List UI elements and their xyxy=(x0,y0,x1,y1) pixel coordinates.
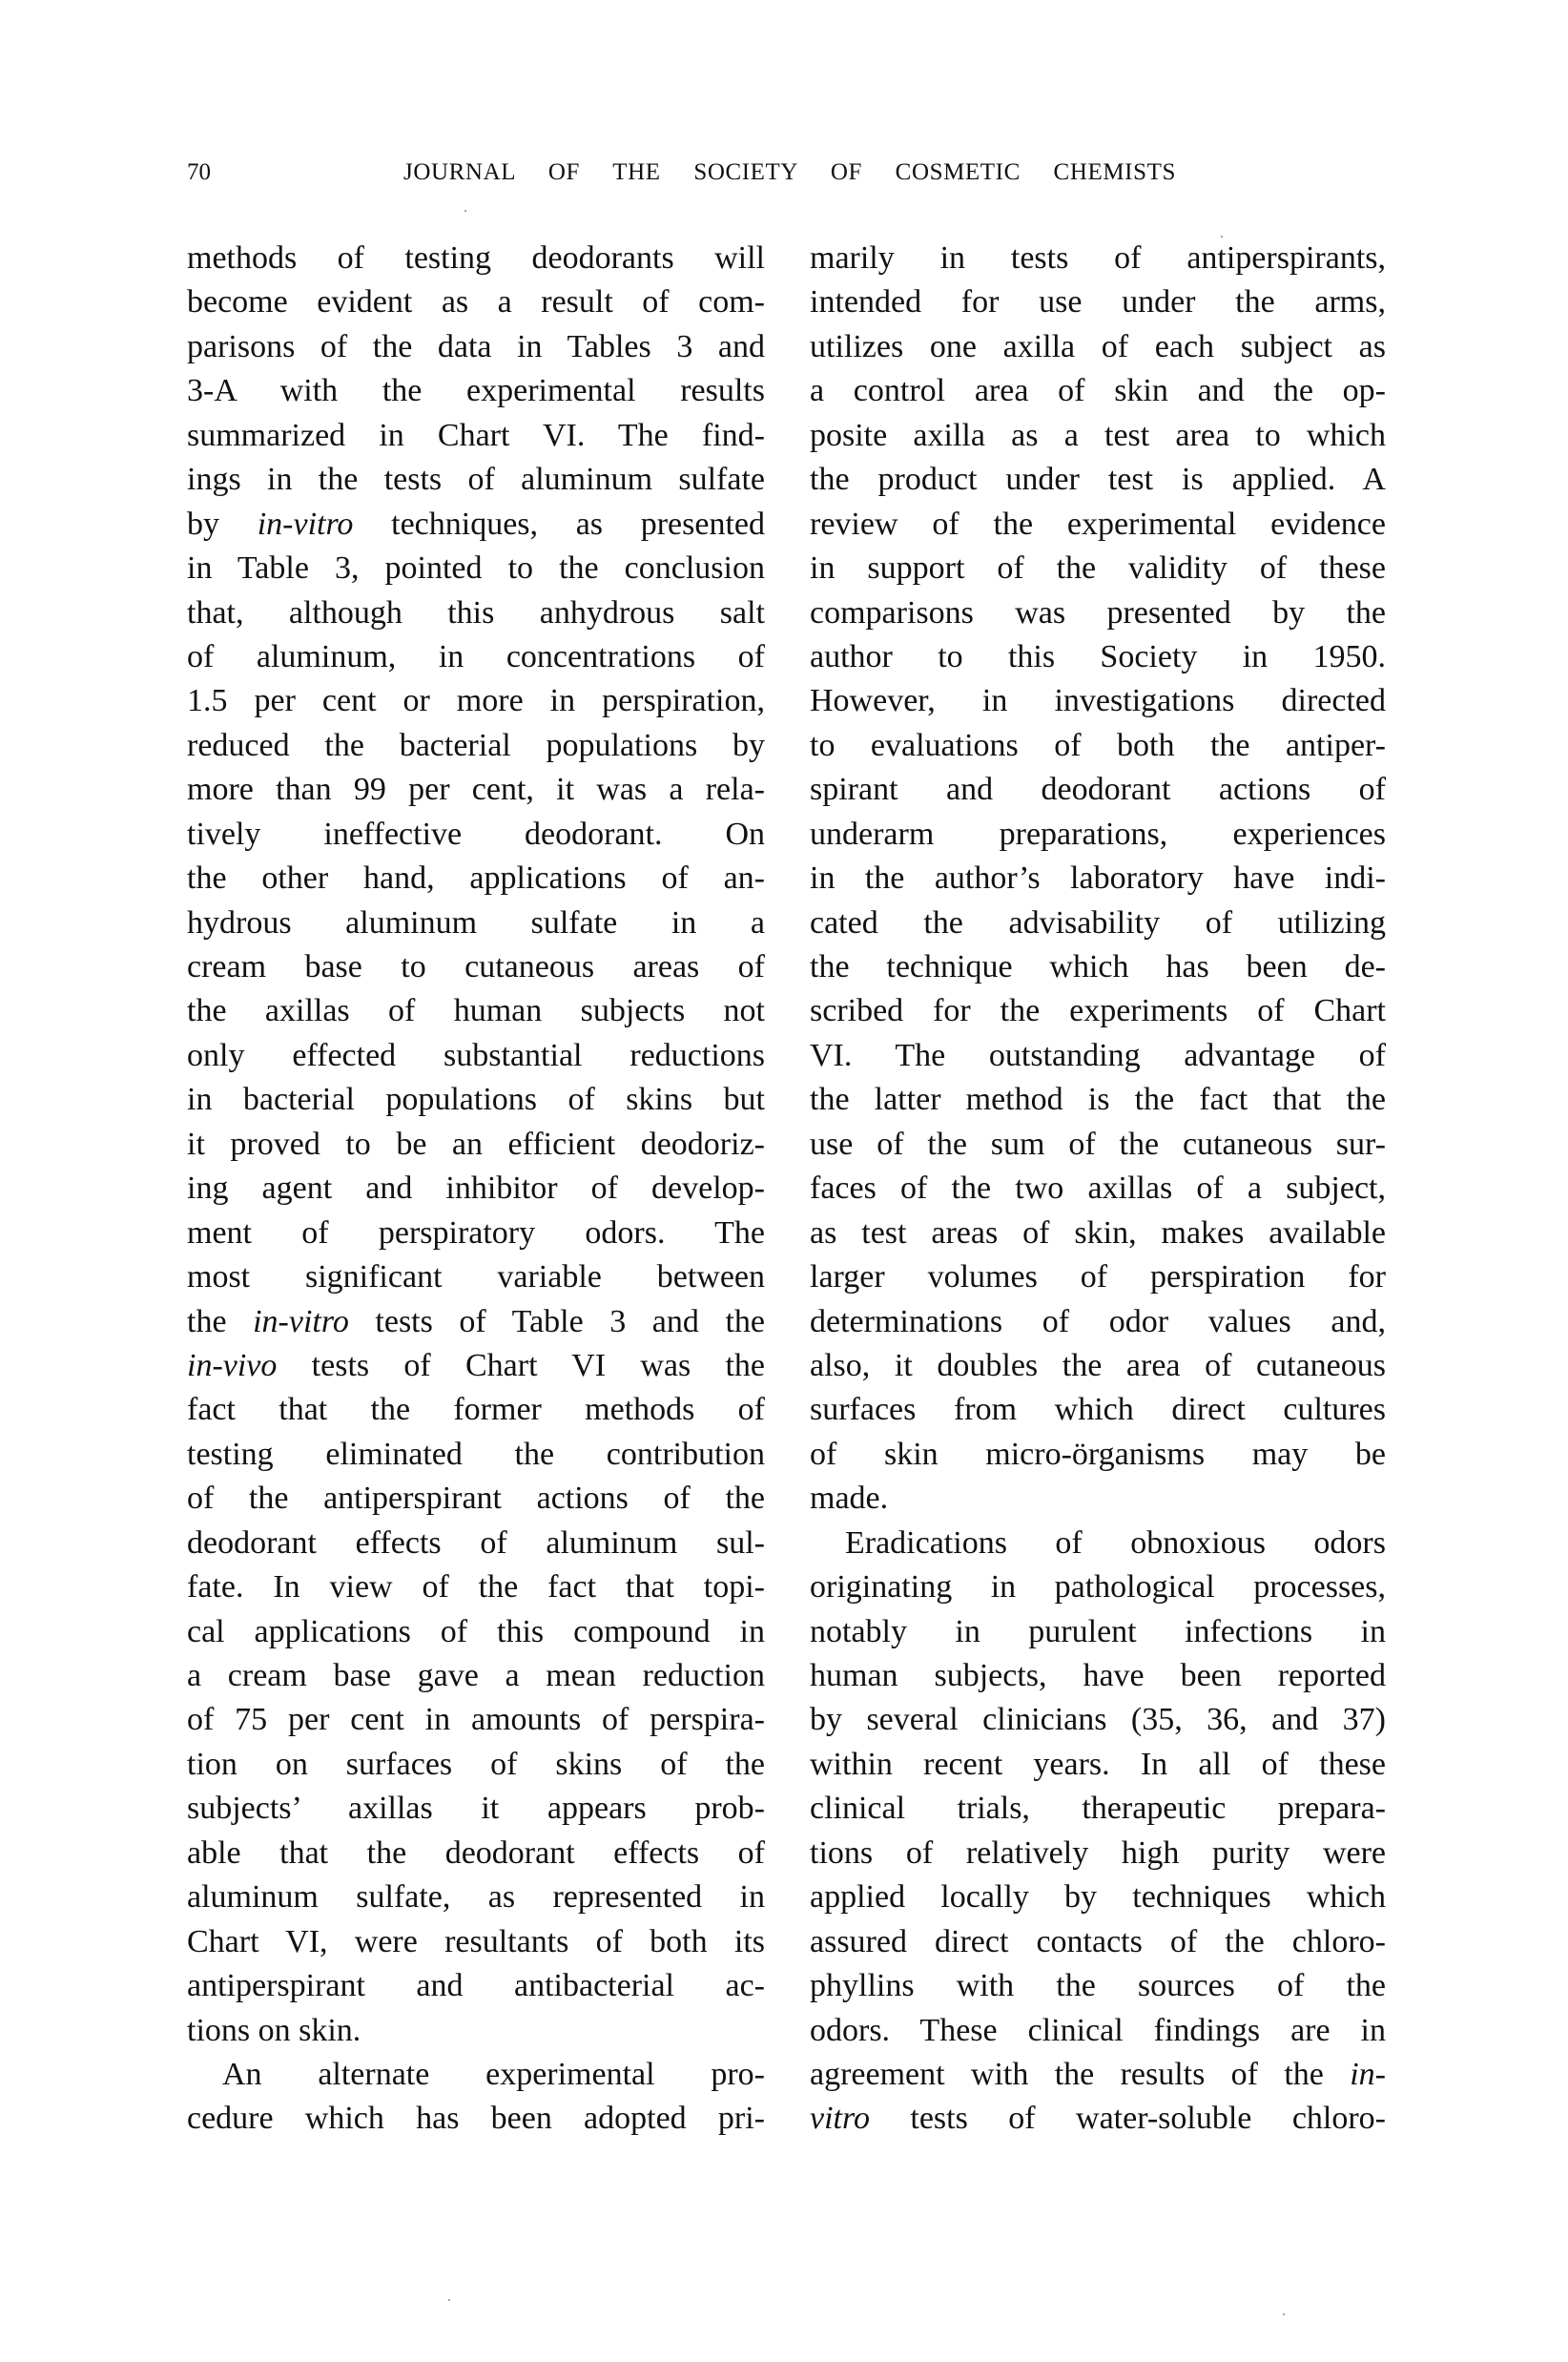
text-line: clinical trials, therapeutic prepara- xyxy=(810,1791,1386,1827)
text-line: Chart VI, were resultants of both its xyxy=(187,1923,765,1959)
text-line: in bacterial populations of skins but xyxy=(187,1082,765,1118)
text-line: determinations of odor values and, xyxy=(810,1303,1386,1339)
text-line: the product under test is applied. A xyxy=(810,462,1386,498)
text-line: phyllins with the sources of the xyxy=(810,1968,1386,2004)
text-line: testing eliminated the contribution xyxy=(187,1436,765,1472)
text-line: methods of testing deodorants will xyxy=(187,240,765,276)
text-line: hydrous aluminum sulfate in a xyxy=(187,904,765,941)
text-line: tively ineffective deodorant. On xyxy=(187,816,765,852)
running-title: JOURNAL OF THE SOCIETY OF COSMETIC CHEMISTS xyxy=(403,159,1176,185)
text-line: subjects’ axillas it appears prob- xyxy=(187,1791,765,1827)
text-line: of aluminum, in concentrations of xyxy=(187,638,765,674)
text-line: scribed for the experiments of Chart xyxy=(810,993,1386,1029)
text-line: the axillas of human subjects not xyxy=(187,993,765,1029)
text-line: originating in pathological processes, xyxy=(810,1569,1386,1606)
text-line: However, in investigations directed xyxy=(810,683,1386,719)
text-line: more than 99 per cent, it was a rela- xyxy=(187,772,765,808)
text-line: spirant and deodorant actions of xyxy=(810,772,1386,808)
text-line: Eradications of obnoxious odors xyxy=(845,1524,1386,1561)
left-column xyxy=(187,237,765,2142)
scan-speck xyxy=(448,2299,450,2301)
text-run: agreement with the results of the xyxy=(810,2056,1351,2092)
scan-speck xyxy=(1221,236,1223,238)
text-line: a cream base gave a mean reduction xyxy=(187,1658,765,1693)
text-line: aluminum sulfate, as represented in xyxy=(187,1879,765,1916)
text-line: intended for use under the arms, xyxy=(810,284,1386,321)
text-line: posite axilla as a test area to which xyxy=(810,417,1386,453)
right-column xyxy=(810,237,1386,2142)
text-line xyxy=(187,1344,765,1388)
italic-term: in- xyxy=(1350,2056,1386,2092)
text-line: in support of the validity of these xyxy=(810,550,1386,587)
text-line: fate. In view of the fact that topi- xyxy=(187,1569,765,1606)
text-run: tests of Chart VI was the xyxy=(277,1347,765,1383)
italic-term: vitro xyxy=(810,2101,870,2137)
text-line: review of the experimental evidence xyxy=(810,506,1386,542)
text-line: reduced the bacterial populations by xyxy=(187,727,765,763)
text-line: use of the sum of the cutaneous sur- xyxy=(810,1126,1386,1162)
text-line: the technique which has been de- xyxy=(810,949,1386,984)
text-line: applied locally by techniques which xyxy=(810,1879,1386,1916)
text-line: of 75 per cent in amounts of perspira- xyxy=(187,1702,765,1738)
text-line: ment of perspiratory odors. The xyxy=(187,1214,765,1251)
text-line: made. xyxy=(810,1481,889,1517)
scan-speck xyxy=(464,210,466,212)
text-line: 3-A with the experimental results xyxy=(187,373,765,409)
text-line: only effected substantial reductions xyxy=(187,1037,765,1073)
text-line: that, although this anhydrous salt xyxy=(187,594,765,631)
text-line: summarized in Chart VI. The find- xyxy=(187,417,765,453)
text-line: cedure which has been adopted pri- xyxy=(187,2101,765,2137)
text-line: human subjects, have been reported xyxy=(810,1658,1386,1693)
text-line: cal applications of this compound in xyxy=(187,1613,765,1649)
text-line: notably in purulent infections in xyxy=(810,1613,1386,1649)
text-line: tions of relatively high purity were xyxy=(810,1834,1386,1871)
italic-term: in-vivo xyxy=(187,1347,278,1383)
text-run: techniques, as presented xyxy=(353,506,766,542)
text-line: as test areas of skin, makes available xyxy=(810,1214,1386,1251)
text-line: to evaluations of both the antiper- xyxy=(810,727,1386,763)
text-line: parisons of the data in Tables 3 and xyxy=(187,328,765,364)
text-line: 1.5 per cent or more in perspiration, xyxy=(187,683,765,719)
text-line xyxy=(187,503,765,547)
text-run: the xyxy=(187,1303,254,1339)
scan-speck xyxy=(1283,2313,1285,2315)
text-line: utilizes one axilla of each subject as xyxy=(810,328,1386,364)
text-run: tests of water-soluble chloro- xyxy=(869,2101,1386,2137)
text-line: author to this Society in 1950. xyxy=(810,638,1386,674)
text-line: deodorant effects of aluminum sul- xyxy=(187,1524,765,1561)
text-run: tests of Table 3 and the xyxy=(348,1303,765,1339)
text-line: of the antiperspirant actions of the xyxy=(187,1481,765,1517)
text-line: larger volumes of perspiration for xyxy=(810,1259,1386,1295)
text-line: of skin micro-örganisms may be xyxy=(810,1436,1386,1472)
text-line: able that the deodorant effects of xyxy=(187,1834,765,1871)
text-line: the other hand, applications of an- xyxy=(187,860,765,897)
text-line: by several clinicians (35, 36, and 37) xyxy=(810,1702,1386,1738)
text-line xyxy=(810,2053,1386,2097)
text-line xyxy=(810,2097,1386,2141)
text-line: assured direct contacts of the chloro- xyxy=(810,1923,1386,1959)
text-line: antiperspirant and antibacterial ac- xyxy=(187,1968,765,2004)
text-line: fact that the former methods of xyxy=(187,1392,765,1428)
text-line: in Table 3, pointed to the conclusion xyxy=(187,550,765,587)
text-line: comparisons was presented by the xyxy=(810,594,1386,631)
text-line: odors. These clinical findings are in xyxy=(810,2012,1386,2048)
text-line: cream base to cutaneous areas of xyxy=(187,949,765,984)
text-line: ings in the tests of aluminum sulfate xyxy=(187,462,765,498)
text-run: by xyxy=(187,506,258,542)
text-line: it proved to be an efficient deodoriz- xyxy=(187,1126,765,1162)
text-line: the latter method is the fact that the xyxy=(810,1082,1386,1118)
text-line: also, it doubles the area of cutaneous xyxy=(810,1347,1386,1383)
text-line: most significant variable between xyxy=(187,1259,765,1295)
text-line: An alternate experimental pro- xyxy=(222,2056,765,2092)
italic-term: in-vitro xyxy=(253,1303,349,1339)
text-line: within recent years. In all of these xyxy=(810,1746,1386,1782)
text-line: surfaces from which direct cultures xyxy=(810,1392,1386,1428)
text-line: a control area of skin and the op- xyxy=(810,373,1386,409)
text-line: underarm preparations, experiences xyxy=(810,816,1386,852)
text-line: become evident as a result of com- xyxy=(187,284,765,321)
text-line: ing agent and inhibitor of develop- xyxy=(187,1171,765,1207)
text-line: in the author’s laboratory have indi- xyxy=(810,860,1386,897)
text-line: tions on skin. xyxy=(187,2012,361,2048)
text-line: faces of the two axillas of a subject, xyxy=(810,1171,1386,1207)
text-line: tion on surfaces of skins of the xyxy=(187,1746,765,1782)
page-number: 70 xyxy=(187,159,211,185)
italic-term: in-vitro xyxy=(257,506,354,542)
text-line xyxy=(187,1300,765,1344)
text-line: VI. The outstanding advantage of xyxy=(810,1037,1386,1073)
text-line: cated the advisability of utilizing xyxy=(810,904,1386,941)
text-line: marily in tests of antiperspirants, xyxy=(810,240,1386,276)
